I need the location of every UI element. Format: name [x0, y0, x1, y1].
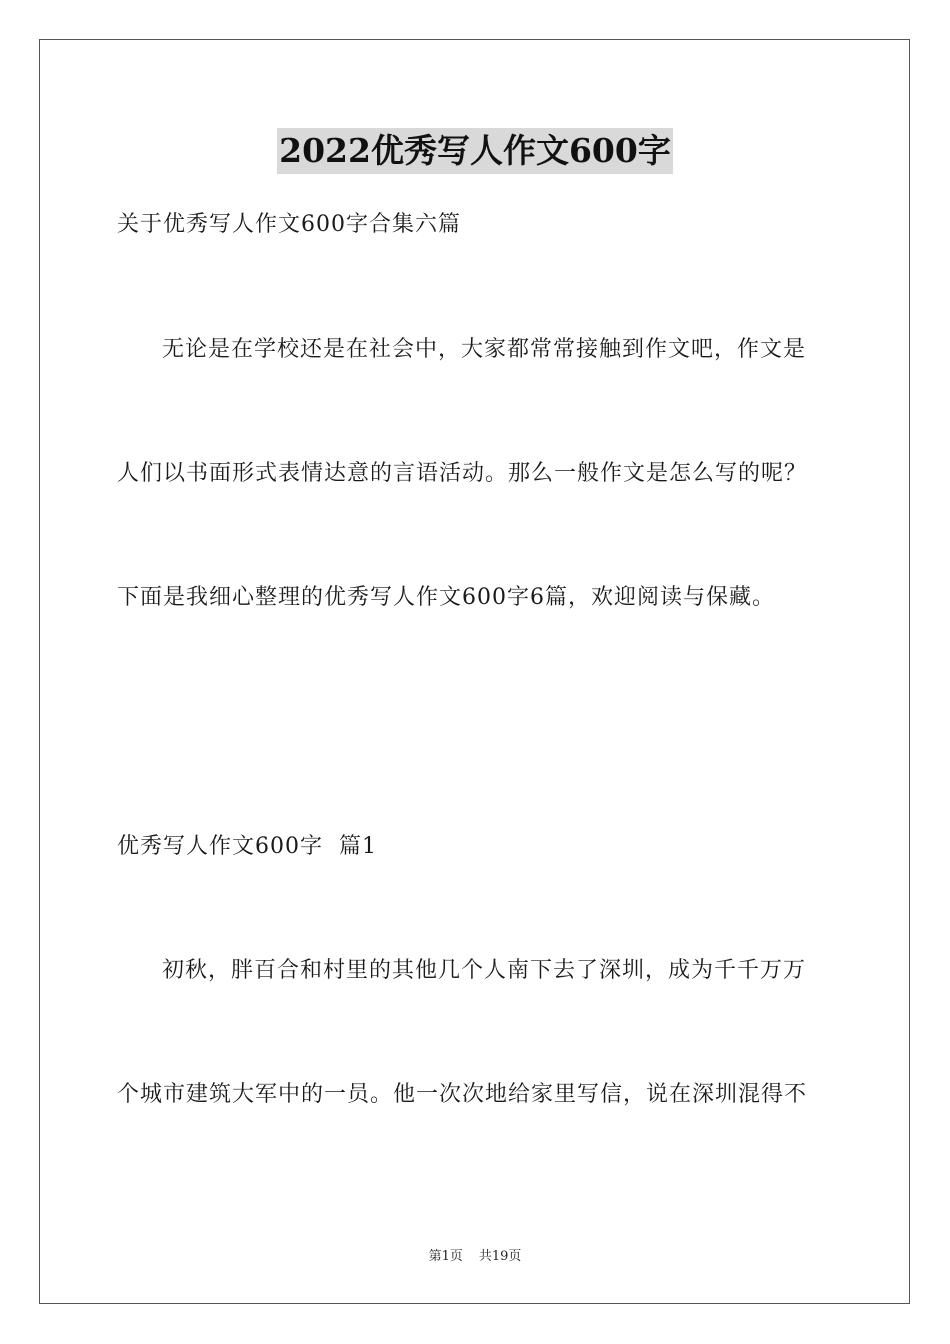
section-line-1: 初秋，胖百合和村里的其他几个人南下去了深圳，成为千千万万 — [162, 958, 807, 983]
page-footer — [0, 1248, 950, 1266]
page-number-total: 共19页 — [478, 1249, 522, 1264]
section-heading: 优秀写人作文600字 篇1 — [117, 834, 377, 859]
section-line-2: 个城市建筑大军中的一员。他一次次地给家里写信，说在深圳混得不 — [117, 1082, 808, 1107]
document-title: 2022优秀写人作文600字 — [277, 128, 673, 174]
document-subtitle: 关于优秀写人作文600字合集六篇 — [117, 212, 461, 237]
intro-line-3: 下面是我细心整理的优秀写人作文600字6篇，欢迎阅读与保藏。 — [117, 585, 775, 610]
intro-line-2: 人们以书面形式表情达意的言语活动。那么一般作文是怎么写的呢？ — [117, 461, 808, 486]
title-container — [0, 128, 950, 174]
page-number-current: 第1页 — [428, 1249, 463, 1264]
intro-line-1: 无论是在学校还是在社会中，大家都常常接触到作文吧，作文是 — [162, 337, 807, 362]
